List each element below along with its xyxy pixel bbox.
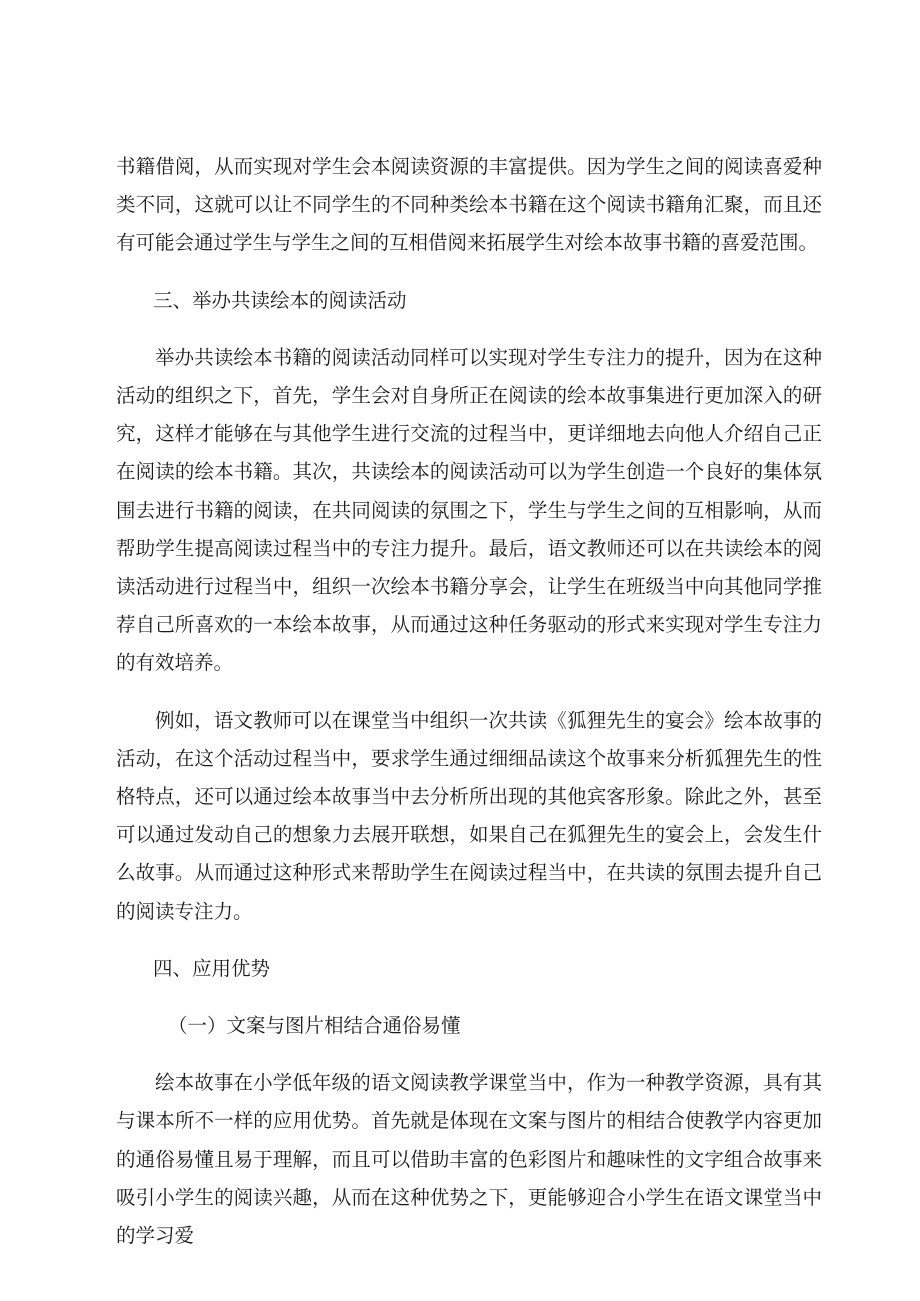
section-heading-3: 三、举办共读绘本的阅读活动 <box>153 288 407 312</box>
subsection-heading-1: （一）文案与图片相结合通俗易懂 <box>168 1014 461 1038</box>
paragraph-example: 例如，语文教师可以在课堂当中组织一次共读《狐狸先生的宴会》绘本故事的活动，在这个活动过程当中，要求学生通过细细品读这个故事来分析狐狸先生的性格特点，还可以通过绘本故事当中去分析所出现的其他宾客形象。除此之外，甚至可以通过发动自己的想象力去展开联想，如果自己在狐狸先生的宴会上，会发生什么故事。从而通过这种形式来帮助学生在阅读过程当中，在共读的氛围去提升自己的阅读专注力。 <box>116 708 822 923</box>
paragraph-shared-reading: 举办共读绘本书籍的阅读活动同样可以实现对学生专注力的提升，因为在这种活动的组织之下，首先，学生会对自身所正在阅读的绘本故事集进行更加深入的研究，这样才能够在与其他学生进行交流的过程当中，更详细地去向他人介绍自己正在阅读的绘本书籍。其次，共读绘本的阅读活动可以为学生创造一个良好的集体氛围去进行书籍的阅读，在共同阅读的氛围之下，学生与学生之间的互相影响，从而帮助学生提高阅读过程当中的专注力提升。最后，语文教师还可以在共读绘本的阅读活动进行过程当中，组织一次绘本书籍分享会，让学生在班级当中向其他同学推荐自己所喜欢的一本绘本故事，从而通过这种任务驱动的形式来实现对学生专注力的有效培养。 <box>116 345 822 675</box>
section-heading-4: 四、应用优势 <box>153 956 271 980</box>
paragraph-continuation: 书籍借阅，从而实现对学生会本阅读资源的丰富提供。因为学生之间的阅读喜爱种类不同，这就可以让不同学生的不同种类绘本书籍在这个阅读书籍角汇聚，而且还有可能会通过学生与学生之间的互相借阅来拓展学生对绘本故事书籍的喜爱范围。 <box>116 155 822 255</box>
paragraph-advantages: 绘本故事在小学低年级的语文阅读教学课堂当中，作为一种教学资源，具有其与课本所不一样的应用优势。首先就是体现在文案与图片的相结合使教学内容更加的通俗易懂且易于理解，而且可以借助丰富的色彩图片和趣味性的文字组合故事来吸引小学生的阅读兴趣，从而在这种优势之下，更能够迎合小学生在语文课堂当中的学习爱 <box>116 1071 822 1248</box>
document-page <box>116 148 822 1255</box>
